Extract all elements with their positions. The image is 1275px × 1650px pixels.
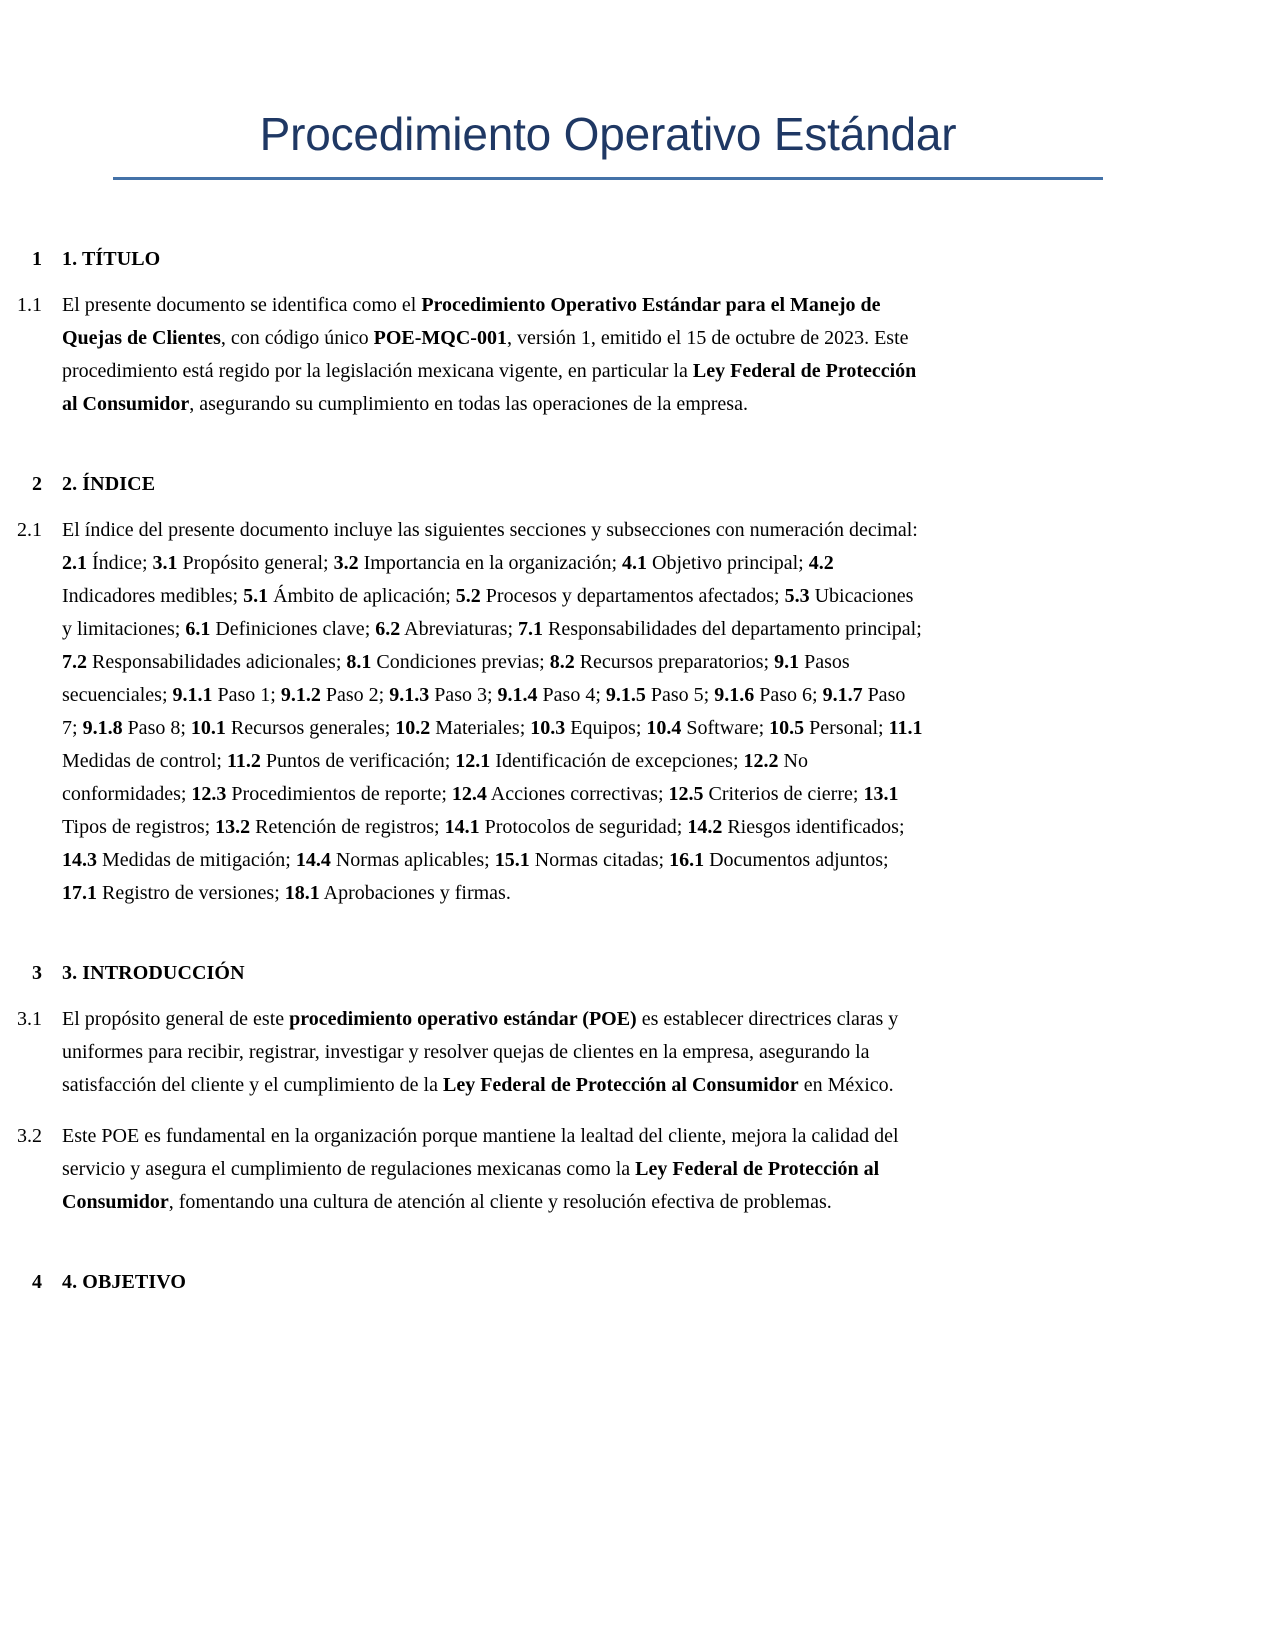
text-run: en México.: [798, 1074, 894, 1096]
text-run: Procedimientos de reporte;: [226, 783, 452, 805]
emphasis-run: 10.2: [395, 717, 431, 739]
text-run: Indicadores medibles;: [62, 585, 244, 607]
text-run: Normas aplicables;: [330, 849, 495, 871]
emphasis-run: 9.1.4: [497, 684, 538, 706]
emphasis-run: 9.1.1: [172, 684, 213, 706]
text-run: Propósito general;: [177, 552, 334, 574]
text-run: Documentos adjuntos;: [704, 849, 889, 871]
text-run: Responsabilidades adicionales;: [87, 651, 347, 673]
text-run: Medidas de control;: [62, 750, 227, 772]
emphasis-run: 4.2: [808, 552, 834, 574]
text-run: Paso 2;: [320, 684, 390, 706]
emphasis-run: 9.1.7: [822, 684, 863, 706]
paragraph-number: 3.1: [17, 1008, 42, 1030]
text-run: Personal;: [804, 717, 889, 739]
text-run: , con código único: [220, 327, 374, 349]
text-run: Acciones correctivas;: [486, 783, 669, 805]
text-run: Abreviaturas;: [400, 618, 518, 640]
emphasis-run: 10.4: [646, 717, 682, 739]
emphasis-run: 5.2: [455, 585, 481, 607]
emphasis-run: 9.1.2: [280, 684, 321, 706]
text-run: Procesos y departamentos afectados;: [480, 585, 785, 607]
paragraph-number: 2.1: [17, 519, 42, 541]
emphasis-run: 9.1.6: [714, 684, 755, 706]
emphasis-run: 12.3: [191, 783, 227, 805]
section-number: 2: [32, 473, 42, 495]
section-heading-label: 3. INTRODUCCIÓN: [62, 962, 245, 984]
emphasis-run: 14.1: [444, 816, 480, 838]
section-heading-row: [0, 1271, 1275, 1294]
text-run: Software;: [681, 717, 770, 739]
text-run: Aprobaciones y firmas.: [319, 882, 511, 904]
emphasis-run: 13.2: [215, 816, 251, 838]
emphasis-run: 14.2: [687, 816, 723, 838]
emphasis-run: 5.1: [243, 585, 269, 607]
text-run: Paso 6;: [754, 684, 823, 706]
emphasis-run: 13.1: [863, 783, 899, 805]
text-run: Equipos;: [565, 717, 647, 739]
emphasis-run: 12.4: [451, 783, 487, 805]
emphasis-run: POE-MQC-001: [373, 327, 507, 349]
text-run: , fomentando una cultura de atención al cliente y resolución efectiva de problemas.: [168, 1191, 832, 1213]
paragraph-text: [62, 1003, 924, 1102]
text-run: es establecer directrices claras y uniformes para recibir, registrar, investigar y resolver quejas de clientes en la empresa, asegurando la satisfacción del cliente y el cumplimiento de la: [62, 1008, 899, 1096]
paragraph-text: [62, 1120, 924, 1219]
text-run: Protocolos de seguridad;: [479, 816, 688, 838]
text-run: El índice del presente documento incluye las siguientes secciones y subsecciones con numeración decimal:: [62, 519, 918, 541]
emphasis-run: 9.1.3: [389, 684, 430, 706]
emphasis-run: 16.1: [669, 849, 705, 871]
document-body: [0, 248, 1275, 1294]
text-run: Responsabilidades del departamento principal;: [543, 618, 922, 640]
section-heading-row: [0, 248, 1275, 271]
emphasis-run: Ley Federal de Protección al Consumidor: [62, 360, 917, 415]
emphasis-run: 8.1: [346, 651, 372, 673]
text-run: No conformidades;: [62, 750, 808, 805]
emphasis-run: 10.1: [190, 717, 226, 739]
title-divider: [113, 177, 1103, 180]
text-run: , asegurando su cumplimiento en todas las operaciones de la empresa.: [189, 393, 748, 415]
section-heading-label: 1. TÍTULO: [62, 248, 161, 270]
emphasis-run: 12.5: [668, 783, 704, 805]
paragraph-text: [62, 289, 924, 421]
text-run: Retención de registros;: [250, 816, 445, 838]
emphasis-run: 8.2: [549, 651, 575, 673]
text-run: Identificación de excepciones;: [490, 750, 744, 772]
emphasis-run: 14.3: [62, 849, 97, 871]
section-heading-row: [0, 473, 1275, 496]
text-run: Paso 7;: [62, 684, 906, 739]
section-number: 1: [32, 248, 42, 270]
paragraph-row: [0, 289, 1275, 421]
text-run: Paso 3;: [429, 684, 498, 706]
text-run: Registro de versiones;: [97, 882, 285, 904]
text-run: Normas citadas;: [529, 849, 670, 871]
document-title-block: [113, 108, 1103, 180]
text-run: Riesgos identificados;: [722, 816, 905, 838]
emphasis-run: 6.2: [375, 618, 401, 640]
emphasis-run: procedimiento operativo estándar (POE): [289, 1008, 637, 1030]
text-run: Criterios de cierre;: [703, 783, 864, 805]
emphasis-run: 7.2: [62, 651, 87, 673]
emphasis-run: Ley Federal de Protección al Consumidor: [62, 1158, 880, 1213]
text-run: Este POE es fundamental en la organización porque mantiene la lealtad del cliente, mejora la calidad del servicio y asegura el cumplimiento de regulaciones mexicanas como la: [62, 1125, 899, 1180]
text-run: Objetivo principal;: [647, 552, 809, 574]
paragraph-number: 1.1: [17, 294, 42, 316]
text-run: Paso 8;: [122, 717, 191, 739]
emphasis-run: Procedimiento Operativo Estándar para el Manejo de Quejas de Clientes: [62, 294, 881, 349]
paragraph-number: 3.2: [17, 1125, 42, 1147]
text-run: Ámbito de aplicación;: [268, 585, 456, 607]
text-run: Paso 4;: [537, 684, 606, 706]
section-number: 4: [32, 1271, 42, 1293]
emphasis-run: 9.1: [774, 651, 800, 673]
text-run: Condiciones previas;: [371, 651, 550, 673]
text-run: El presente documento se identifica como el: [62, 294, 422, 316]
emphasis-run: 4.1: [622, 552, 648, 574]
emphasis-run: 5.3: [784, 585, 810, 607]
text-run: Materiales;: [430, 717, 531, 739]
emphasis-run: 18.1: [284, 882, 320, 904]
text-run: Recursos preparatorios;: [574, 651, 775, 673]
emphasis-run: 10.5: [769, 717, 805, 739]
emphasis-run: 3.2: [333, 552, 359, 574]
page-title: Procedimiento Operativo Estándar: [259, 108, 957, 160]
emphasis-run: 15.1: [494, 849, 530, 871]
text-run: Índice;: [87, 552, 153, 574]
emphasis-run: 6.1: [185, 618, 211, 640]
emphasis-run: 11.1: [888, 717, 923, 739]
text-run: Ubicaciones y limitaciones;: [62, 585, 914, 640]
paragraph-row: [0, 514, 1275, 910]
text-run: Recursos generales;: [225, 717, 396, 739]
section-number: 3: [32, 962, 42, 984]
text-run: Paso 1;: [212, 684, 281, 706]
section-heading-label: 4. OBJETIVO: [62, 1271, 187, 1293]
paragraph-text: [62, 514, 924, 910]
emphasis-run: 10.3: [530, 717, 566, 739]
text-run: El propósito general de este: [62, 1008, 290, 1030]
emphasis-run: 14.4: [295, 849, 331, 871]
emphasis-run: 9.1.8: [82, 717, 123, 739]
emphasis-run: 12.2: [743, 750, 779, 772]
emphasis-run: 17.1: [62, 882, 97, 904]
text-run: Medidas de mitigación;: [97, 849, 296, 871]
text-run: Importancia en la organización;: [358, 552, 623, 574]
emphasis-run: 7.1: [518, 618, 543, 640]
text-run: Definiciones clave;: [210, 618, 376, 640]
text-run: , versión 1, emitido el 15 de octubre de 2023. Este procedimiento está regido por la legislación mexicana vigente, en particular la: [62, 327, 909, 382]
emphasis-run: 11.2: [226, 750, 261, 772]
emphasis-run: 3.1: [152, 552, 178, 574]
paragraph-row: [0, 1003, 1275, 1102]
section-heading-label: 2. ÍNDICE: [62, 473, 156, 495]
paragraph-row: [0, 1120, 1275, 1219]
emphasis-run: Ley Federal de Protección al Consumidor: [442, 1074, 799, 1096]
text-run: Tipos de registros;: [62, 816, 216, 838]
emphasis-run: 12.1: [455, 750, 491, 772]
text-run: Puntos de verificación;: [260, 750, 456, 772]
text-run: Paso 5;: [645, 684, 715, 706]
emphasis-run: 2.1: [62, 552, 87, 574]
section-heading-row: [0, 962, 1275, 985]
text-run: Pasos secuenciales;: [62, 651, 850, 706]
emphasis-run: 9.1.5: [605, 684, 646, 706]
